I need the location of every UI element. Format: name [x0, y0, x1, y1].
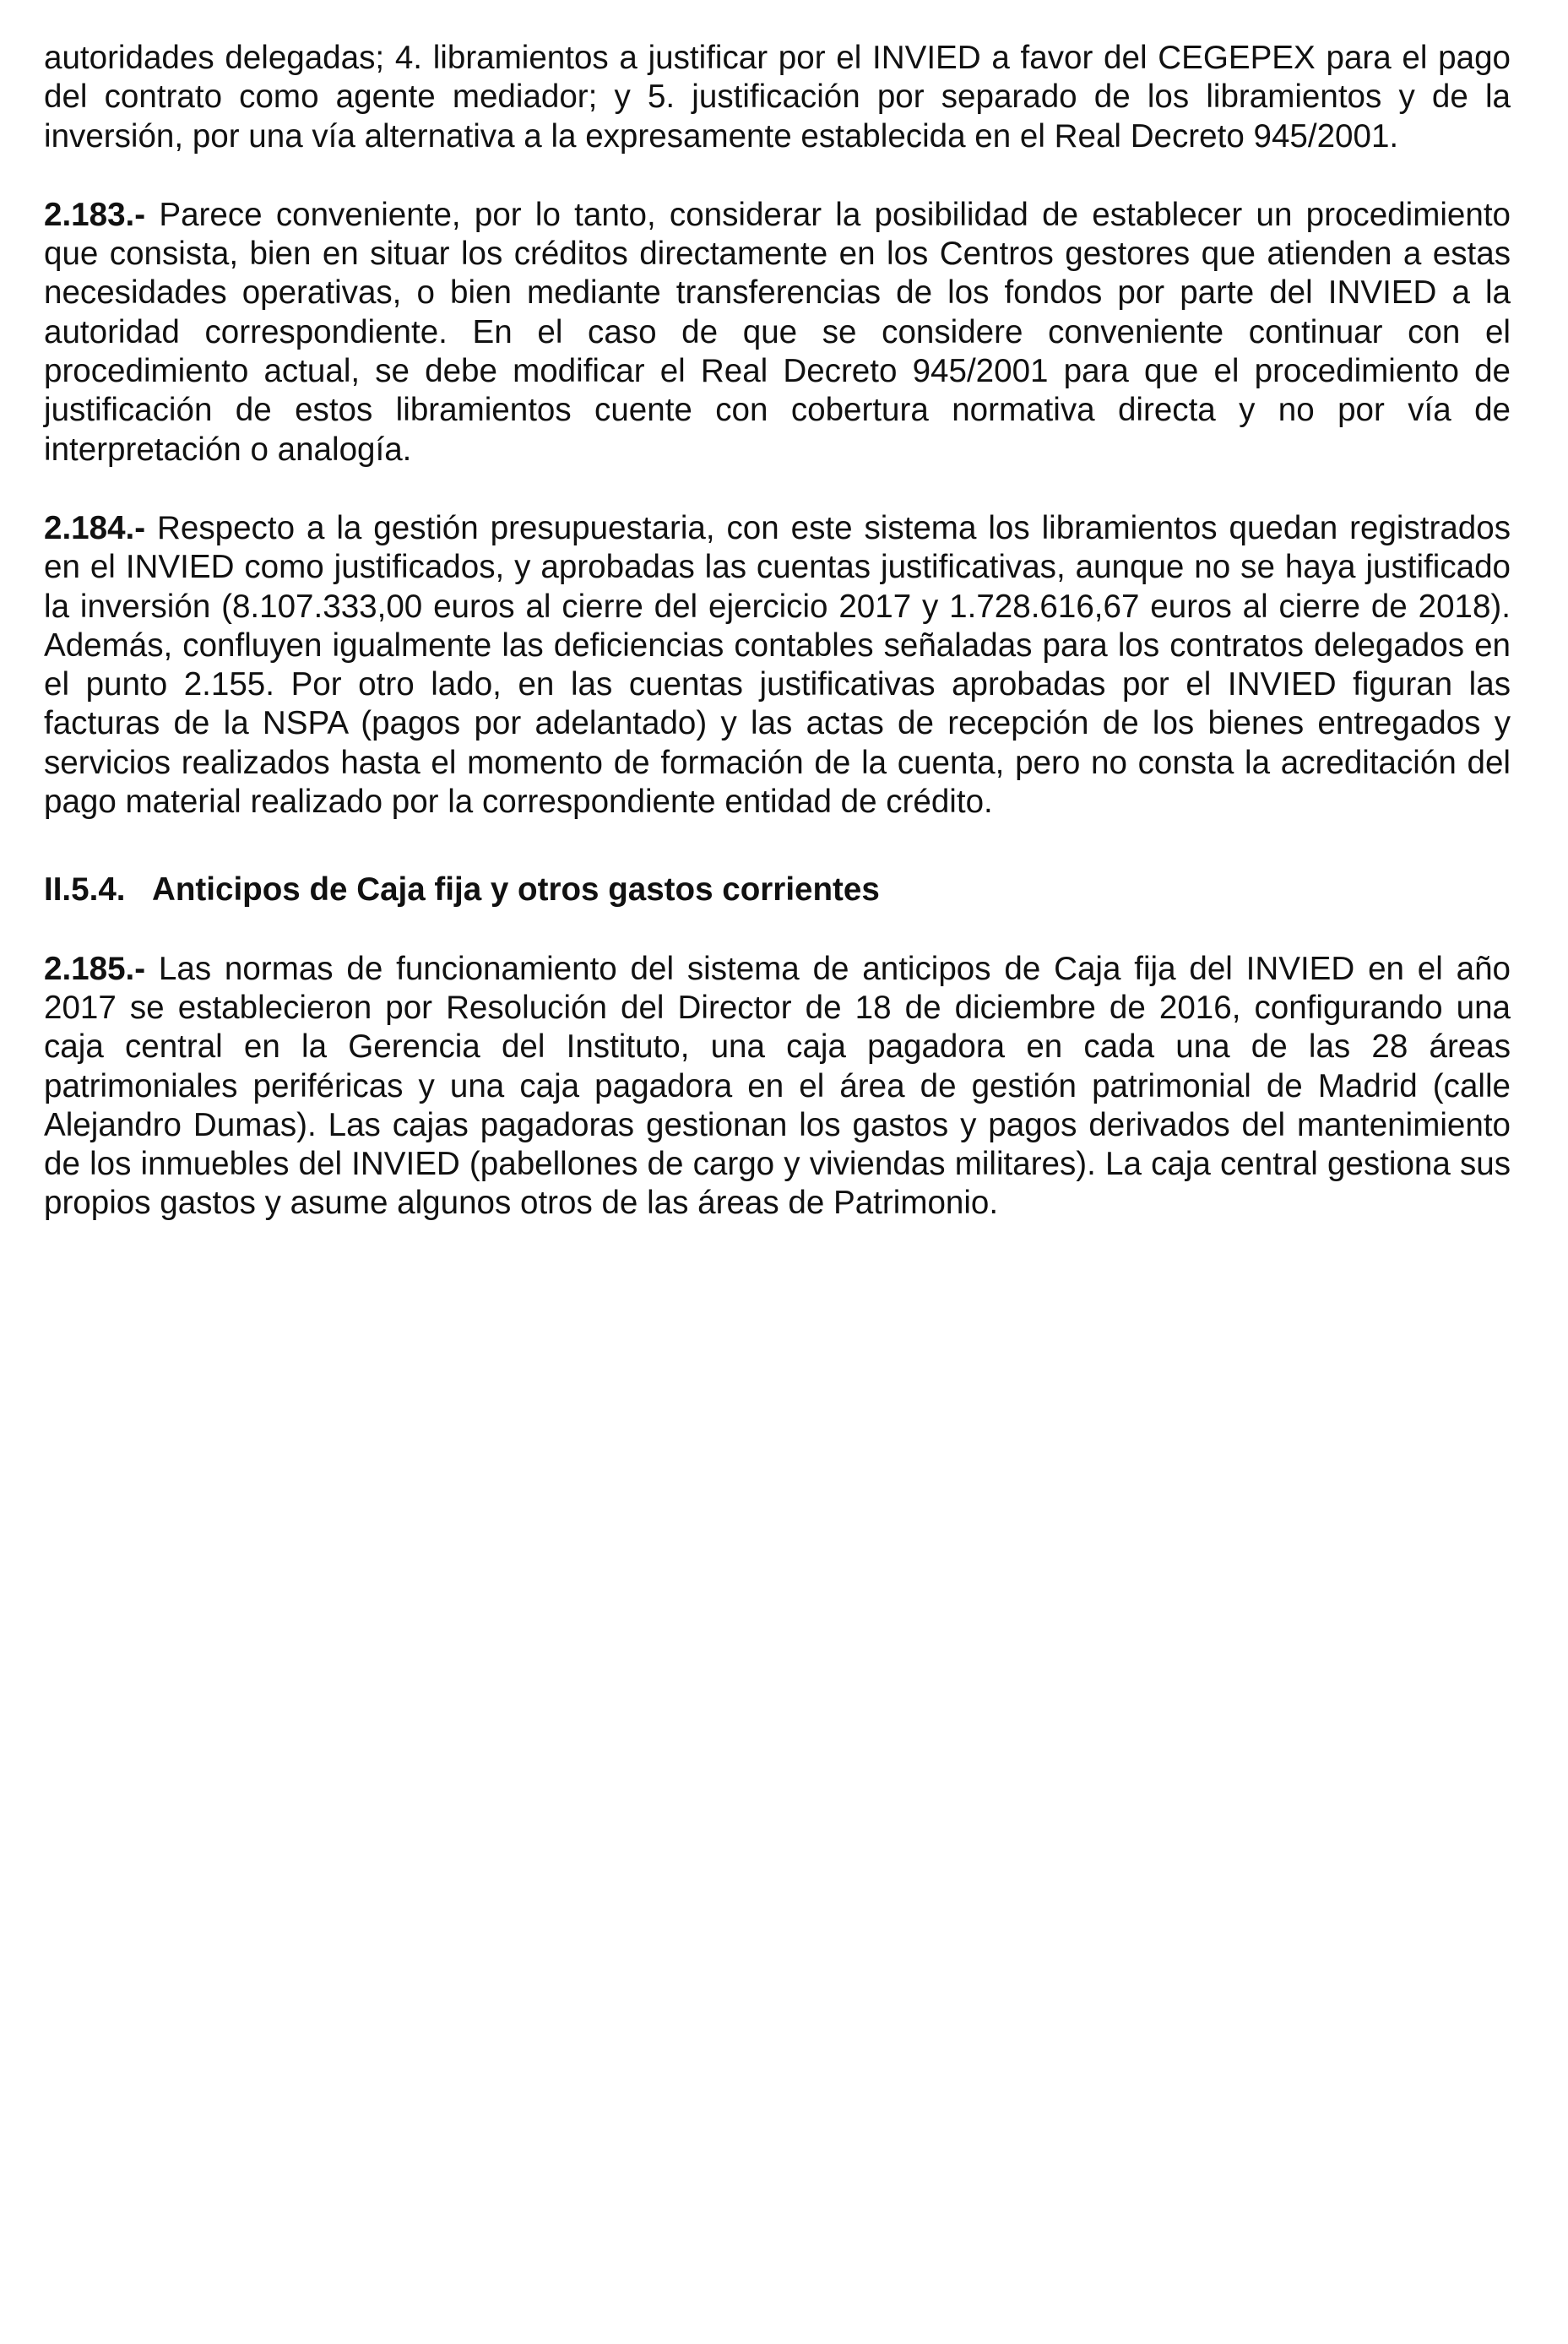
paragraph-2-185	[44, 950, 1511, 1224]
paragraph-text: autoridades delegadas; 4. libramientos a justificar por el INVIED a favor del CEGEPEX para el pago del contrato como agente mediador; y 5. justificación por separado de los libramientos y de la inversión, por una vía alternativa a la expresamente establecida en el Real Decreto 945/2001.	[44, 40, 1511, 155]
paragraph-spacer	[44, 156, 1511, 196]
document-page	[44, 39, 1511, 1224]
paragraph-2-183	[44, 196, 1511, 469]
section-number: II.5.4.	[44, 871, 126, 909]
section-spacer	[44, 822, 1511, 871]
paragraph-number: 2.184.-	[44, 509, 146, 546]
paragraph-text: Las normas de funcionamiento del sistema de anticipos de Caja fija del INVIED en el año 2017 se establecieron por Resolución del Director de 18 de diciembre de 2016, configurando una caja central en la Gerencia del Instituto, una caja pagadora en cada una de las 28 áreas patrimoniales periféricas y una caja pagadora en el área de gestión patrimonial de Madrid (calle Alejandro Dumas). Las cajas pagadoras gestionan los gastos y pagos derivados del mantenimiento de los inmuebles del INVIED (pabellones de cargo y viviendas militares). La caja central gestiona sus propios gastos y asume algunos otros de las áreas de Patrimonio.	[44, 950, 1511, 1222]
section-title: Anticipos de Caja fija y otros gastos corrientes	[152, 871, 880, 909]
paragraph-number: 2.185.-	[44, 950, 146, 987]
paragraph-text: Parece conveniente, por lo tanto, considerar la posibilidad de establecer un procedimiento que consista, bien en situar los créditos directamente en los Centros gestores que atienden a estas necesidades operativas, o bien mediante transferencias de los fondos por parte del INVIED a la autoridad correspondiente. En el caso de que se considere conveniente continuar con el procedimiento actual, se debe modificar el Real Decreto 945/2001 para que el procedimiento de justificación de estos libramientos cuente con cobertura normativa directa y no por vía de interpretación o analogía.	[44, 196, 1511, 468]
paragraph-text: Respecto a la gestión presupuestaria, con este sistema los libramientos quedan registrados en el INVIED como justificados, y aprobadas las cuentas justificativas, aunque no se haya justificado la inversión (8.107.333,00 euros al cierre del ejercicio 2017 y 1.728.616,67 euros al cierre de 2018). Además, confluyen igualmente las deficiencias contables señaladas para los contratos delegados en el punto 2.155. Por otro lado, en las cuentas justificativas aprobadas por el INVIED figuran las facturas de la NSPA (pagos por adelantado) y las actas de recepción de los bienes entregados y servicios realizados hasta el momento de formación de la cuenta, pero no consta la acreditación del pago material realizado por la correspondiente entidad de crédito.	[44, 509, 1511, 821]
paragraph-2-184	[44, 509, 1511, 822]
paragraph-continuation	[44, 39, 1511, 156]
section-heading	[44, 871, 1511, 909]
paragraph-number: 2.183.-	[44, 196, 146, 233]
paragraph-spacer	[44, 910, 1511, 950]
paragraph-spacer	[44, 469, 1511, 509]
